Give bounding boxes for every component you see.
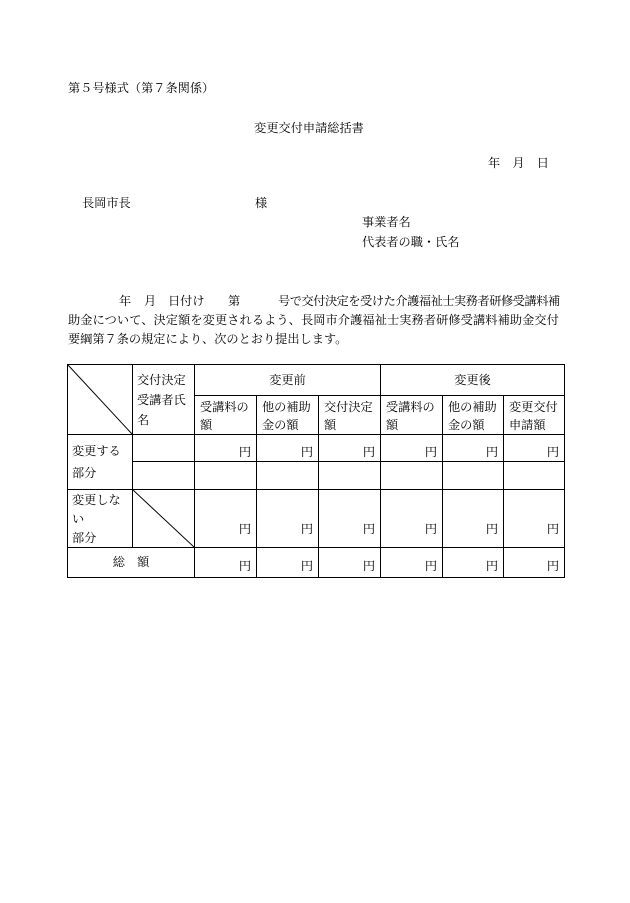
before-change-header-text: 変更前 <box>269 373 306 387</box>
yen-unit: 円 <box>238 559 251 573</box>
yen-unit: 円 <box>300 445 313 459</box>
representative-label: 代表者の職・氏名 <box>362 235 460 249</box>
before-grant-decision-header <box>319 396 381 435</box>
total-before-grant-decision-cell <box>319 548 381 578</box>
document-title: 変更交付申請総括書 <box>254 121 364 135</box>
yen-unit: 円 <box>362 445 375 459</box>
total-after-tuition-cell <box>381 548 443 578</box>
date-line: 年 月 日 <box>488 156 549 170</box>
yen-unit: 円 <box>485 559 498 573</box>
unchanged-after-other-subsidy-cell <box>443 490 504 548</box>
unchanged-portion-label-cell <box>68 490 133 548</box>
after-change-request-header <box>504 396 565 435</box>
unchanged-recipient-name-cell <box>133 490 195 548</box>
yen-unit: 円 <box>424 559 437 573</box>
changed-before-grant-decision-cell <box>319 435 381 462</box>
after-tuition-header-text: 受講料の額 <box>386 400 435 432</box>
yen-unit: 円 <box>546 445 559 459</box>
summary-table <box>67 364 565 578</box>
unchanged-portion-label-line2: 部分 <box>72 531 97 545</box>
changed-after-other-subsidy-cell <box>443 435 504 462</box>
body-month: 月 <box>144 294 157 308</box>
after-change-header-text: 変更後 <box>454 373 491 387</box>
diagonal-line <box>133 490 194 547</box>
body-line1-rest: 号で交付決定を受けた介護福祉士実務者研修受講料補 <box>278 294 560 308</box>
changed-after-tuition-cell <box>381 435 443 462</box>
yen-unit: 円 <box>300 522 313 536</box>
addressee-honorific: 様 <box>255 196 268 210</box>
changed-before-grant-decision-cell-2 <box>319 462 381 490</box>
changed-after-other-subsidy-cell-2 <box>443 462 504 490</box>
unchanged-portion-label-line1: 変更しない <box>72 493 121 526</box>
unchanged-before-other-subsidy-cell <box>257 490 319 548</box>
before-other-subsidy-header <box>257 396 319 435</box>
after-change-request-header-text: 変更交付申請額 <box>509 400 558 432</box>
changed-after-tuition-cell-2 <box>381 462 443 490</box>
body-line3: 要綱第７条の規定により、次のとおり提出します。 <box>68 332 348 346</box>
addressee-name: 長岡市長 <box>82 196 131 210</box>
yen-unit: 円 <box>424 522 437 536</box>
before-grant-decision-header-text: 交付決定額 <box>324 400 373 432</box>
body-line2: 助金について、決定額を変更されるよう、長岡市介護福祉士実務者研修受講料補助金交付 <box>68 313 560 327</box>
after-change-header-cell <box>381 365 565 396</box>
changed-before-other-subsidy-cell-2 <box>257 462 319 490</box>
yen-unit: 円 <box>546 522 559 536</box>
yen-unit: 円 <box>362 559 375 573</box>
changed-recipient-name-cell-2 <box>133 462 195 490</box>
yen-unit: 円 <box>485 445 498 459</box>
changed-before-other-subsidy-cell <box>257 435 319 462</box>
changed-before-tuition-cell-2 <box>195 462 257 490</box>
yen-unit: 円 <box>238 522 251 536</box>
yen-unit: 円 <box>424 445 437 459</box>
total-label-text: 総 額 <box>112 555 150 569</box>
form-number: 第５号様式（第７条関係） <box>68 81 215 95</box>
changed-after-change-request-cell <box>504 435 565 462</box>
before-tuition-header-text: 受講料の額 <box>200 400 249 432</box>
unchanged-before-grant-decision-cell <box>319 490 381 548</box>
changed-before-tuition-cell <box>195 435 257 462</box>
recipient-header-text: 交付決定受講者氏名 <box>137 373 186 427</box>
yen-unit: 円 <box>485 522 498 536</box>
after-tuition-header <box>381 396 443 435</box>
before-tuition-header <box>195 396 257 435</box>
corner-header-cell <box>68 365 133 435</box>
yen-unit: 円 <box>238 445 251 459</box>
unchanged-after-change-request-cell <box>504 490 565 548</box>
unchanged-after-tuition-cell <box>381 490 443 548</box>
before-other-subsidy-header-text: 他の補助金の額 <box>262 400 311 432</box>
total-after-other-subsidy-cell <box>443 548 504 578</box>
total-before-tuition-cell <box>195 548 257 578</box>
changed-portion-label-line2: 部分 <box>72 466 97 480</box>
changed-after-change-request-cell-2 <box>504 462 565 490</box>
body-number-prefix: 第 <box>228 294 241 308</box>
total-label-cell <box>68 548 195 578</box>
unchanged-before-tuition-cell <box>195 490 257 548</box>
after-other-subsidy-header <box>443 396 504 435</box>
yen-unit: 円 <box>546 559 559 573</box>
body-day: 日付け <box>168 294 205 308</box>
changed-recipient-name-cell <box>133 435 195 462</box>
diagonal-line <box>68 365 132 434</box>
recipient-header-cell <box>133 365 195 435</box>
business-name-label: 事業者名 <box>362 215 411 229</box>
total-after-change-request-cell <box>504 548 565 578</box>
body-year: 年 <box>119 294 132 308</box>
before-change-header-cell <box>195 365 381 396</box>
total-before-other-subsidy-cell <box>257 548 319 578</box>
after-other-subsidy-header-text: 他の補助金の額 <box>448 400 497 432</box>
yen-unit: 円 <box>300 559 313 573</box>
yen-unit: 円 <box>362 522 375 536</box>
changed-portion-label-cell <box>68 435 133 490</box>
changed-portion-label-line1: 変更する <box>72 444 121 458</box>
